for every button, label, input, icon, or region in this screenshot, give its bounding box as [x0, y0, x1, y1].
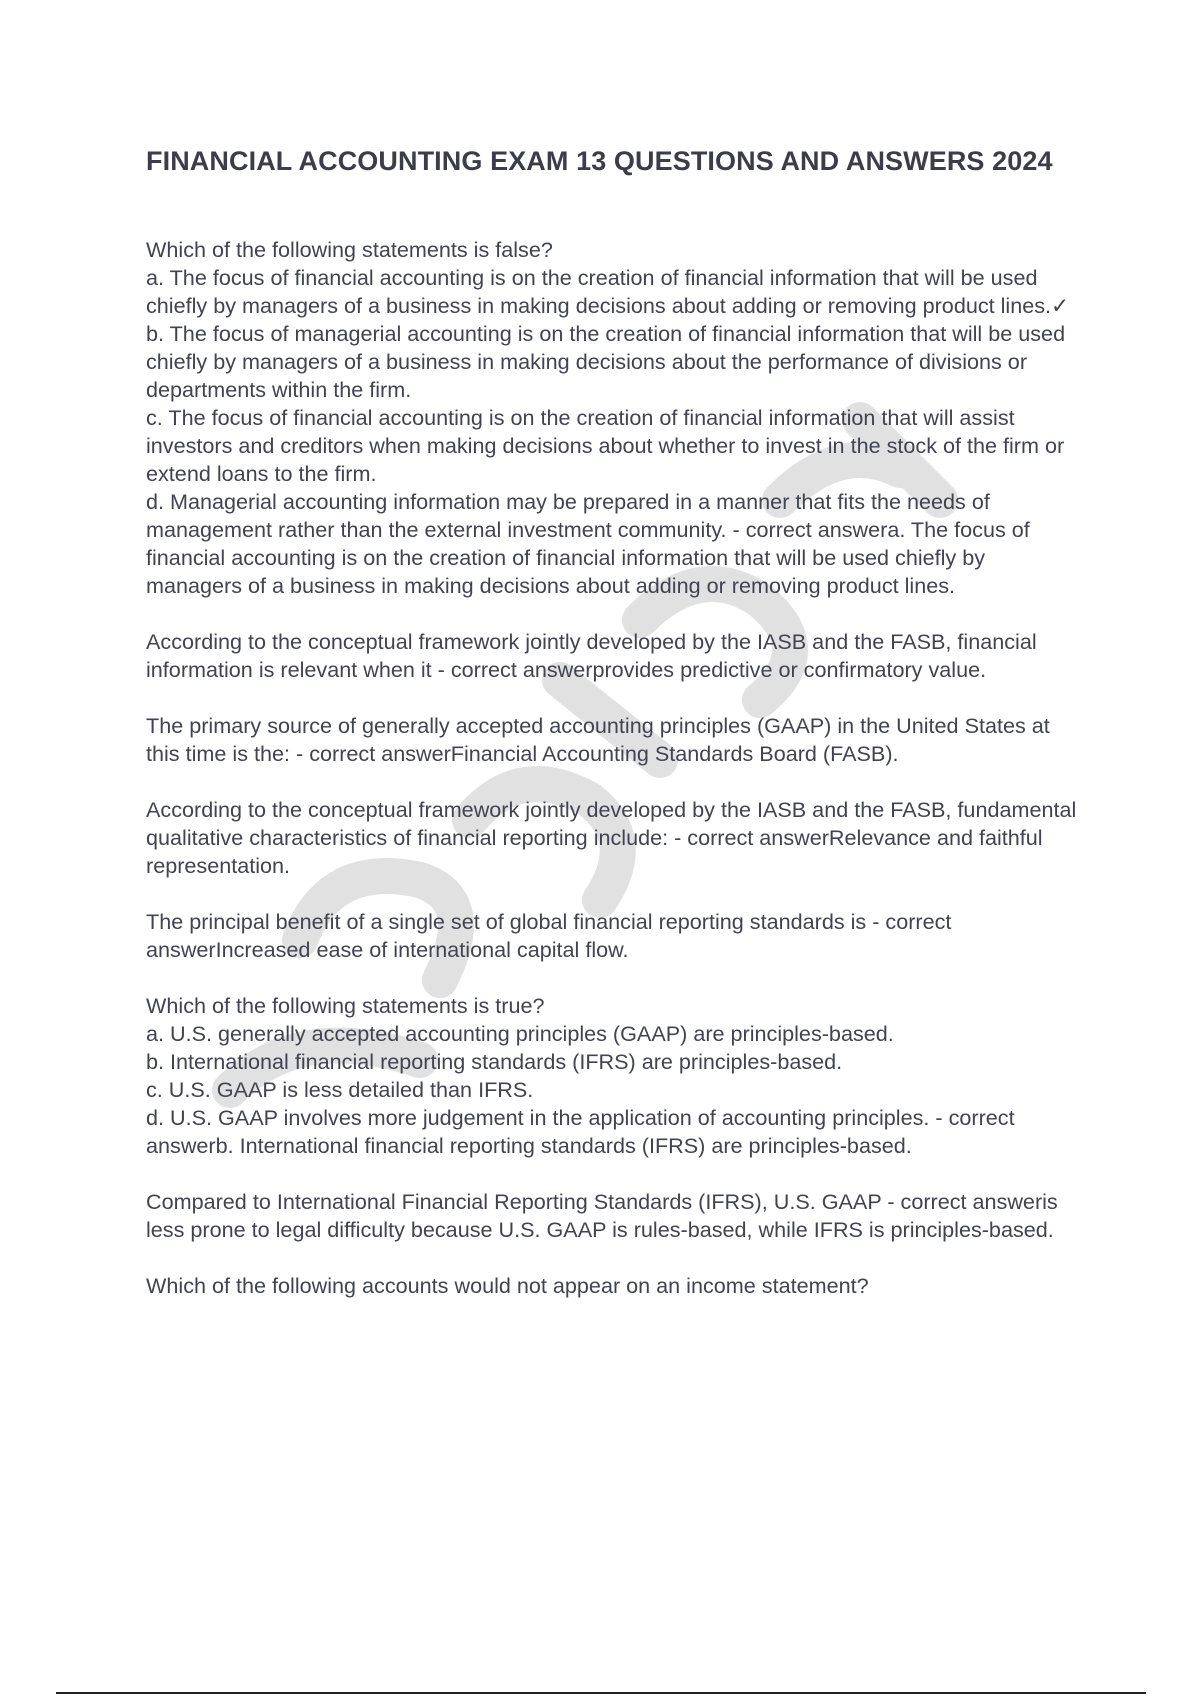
answer-option: d. U.S. GAAP involves more judgement in the application of accounting principles. - correct answerb. International financial reporting standards (IFRS) are principles-based.: [146, 1105, 1015, 1158]
question-block: [146, 236, 1086, 600]
question-block: [146, 1188, 1086, 1244]
question-line: According to the conceptual framework jointly developed by the IASB and the FASB, fundamental qualitative characteristics of financial reporting include: - correct answerRelevance and faithful representation.: [146, 797, 1077, 878]
footer-divider: [56, 1692, 1146, 1694]
question-line: According to the conceptual framework jointly developed by the IASB and the FASB, financial information is relevant when it - correct answerprovides predictive or confirmatory value.: [146, 629, 1037, 682]
question-line: Compared to International Financial Reporting Standards (IFRS), U.S. GAAP - correct answeris less prone to legal difficulty because U.S. GAAP is rules-based, while IFRS is principles-based.: [146, 1189, 1058, 1242]
question-block: [146, 796, 1086, 880]
question-line: The principal benefit of a single set of global financial reporting standards is - correct answerIncreased ease of international capital flow.: [146, 909, 952, 962]
question-block: [146, 628, 1086, 684]
answer-option: c. U.S. GAAP is less detailed than IFRS.: [146, 1077, 534, 1102]
question-line: Which of the following accounts would not appear on an income statement?: [146, 1273, 869, 1298]
answer-option: b. The focus of managerial accounting is on the creation of financial information that will be used chiefly by managers of a business in making decisions about the performance of divisions or departments within the firm.: [146, 321, 1066, 402]
question-line: The primary source of generally accepted accounting principles (GAAP) in the United States at this time is the: - correct answerFinancial Accounting Standards Board (FASB).: [146, 713, 1050, 766]
question-block: [146, 908, 1086, 964]
answer-option: a. The focus of financial accounting is on the creation of financial information that will be used chiefly by managers of a business in making decisions about adding or removing product lines.✓: [146, 265, 1070, 318]
question-line: Which of the following statements is true?: [146, 993, 545, 1018]
qa-content: [146, 236, 1086, 1328]
answer-option: d. Managerial accounting information may be prepared in a manner that fits the needs of management rather than the external investment community. - correct answera. The focus of financial accounting is on the creation of financial information that will be used chiefly by managers of a business in making decisions about adding or removing product lines.: [146, 489, 1030, 598]
answer-option: c. The focus of financial accounting is on the creation of financial information that will assist investors and creditors when making decisions about whether to invest in the stock of the firm or extend loans to the firm.: [146, 405, 1065, 486]
page-title: FINANCIAL ACCOUNTING EXAM 13 QUESTIONS AND ANSWERS 2024: [146, 146, 1053, 176]
answer-option: a. U.S. generally accepted accounting principles (GAAP) are principles-based.: [146, 1021, 894, 1046]
question-block: [146, 1272, 1086, 1300]
answer-option: b. International financial reporting standards (IFRS) are principles-based.: [146, 1049, 843, 1074]
question-block: [146, 992, 1086, 1160]
question-block: [146, 712, 1086, 768]
question-line: Which of the following statements is false?: [146, 237, 553, 262]
